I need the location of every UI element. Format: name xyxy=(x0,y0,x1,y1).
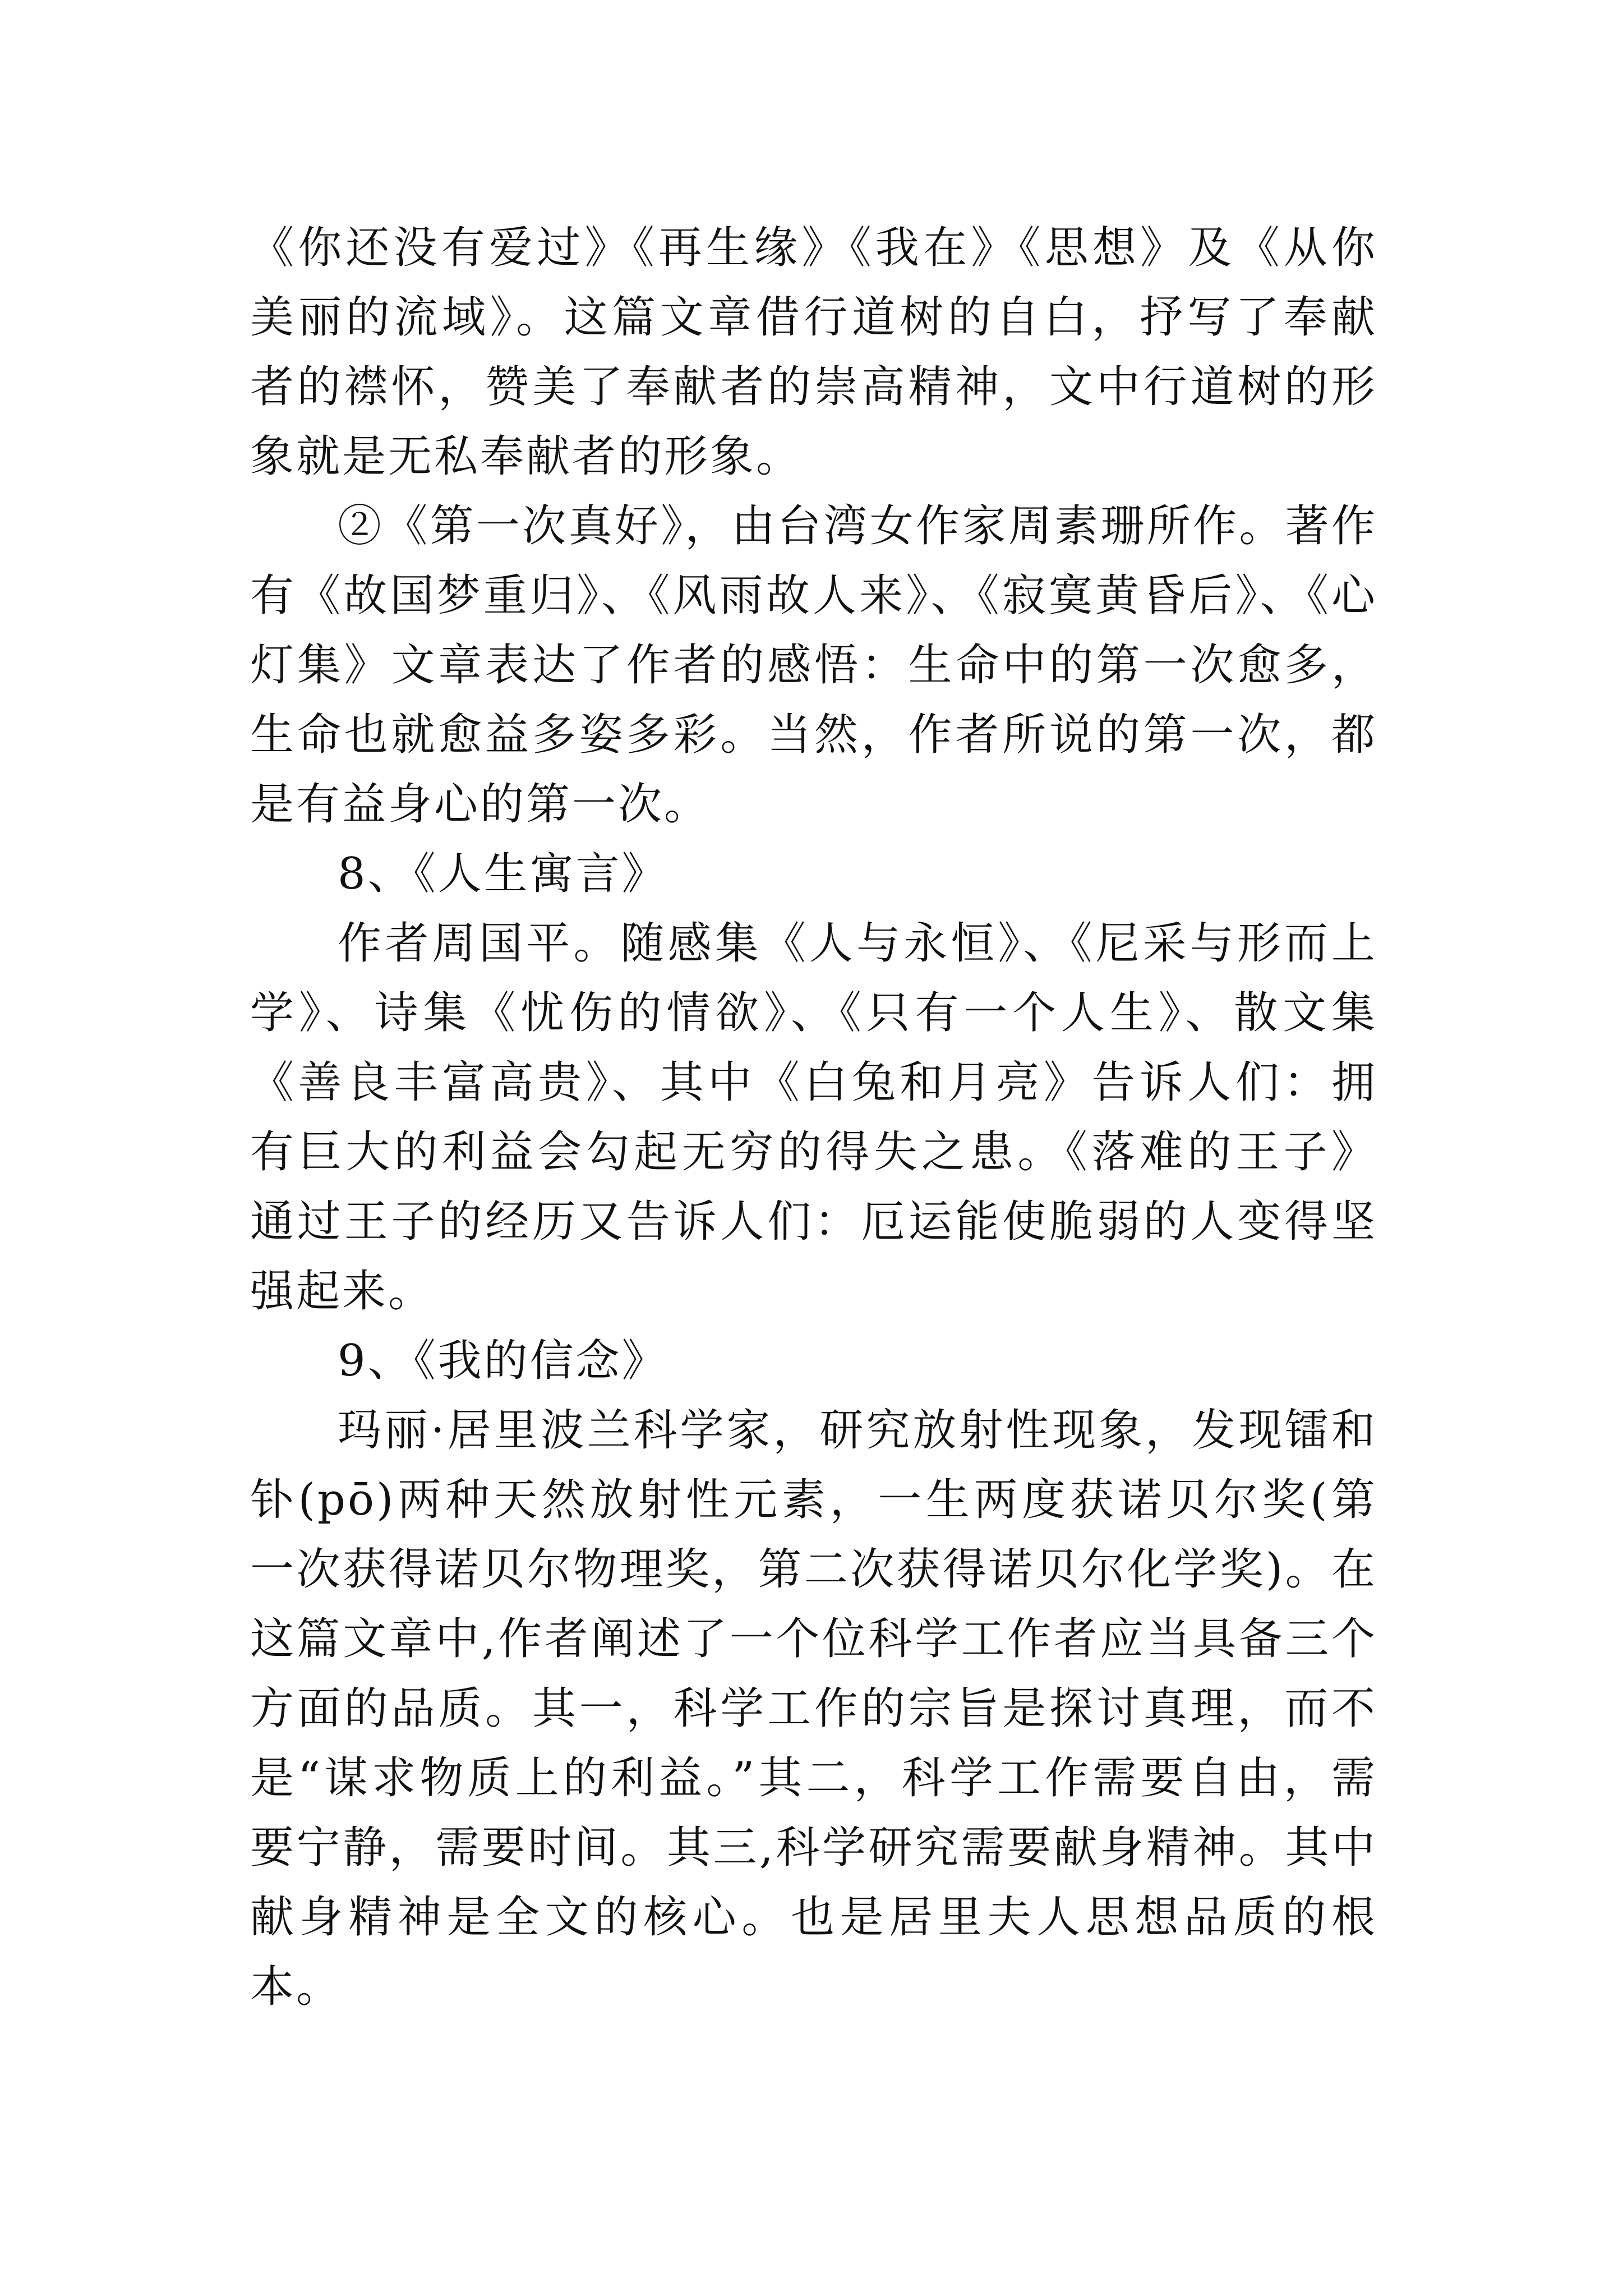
paragraph-continuation: 《你还没有爱过》《再生缘》《我在》《思想》及《从你美丽的流域》。这篇文章借行道树的自白，抒写了奉献者的襟怀，赞美了奉献者的崇高精神，文中行道树的形象就是无私奉献者的形象。 xyxy=(250,223,1377,482)
paragraph-marie-curie: 玛丽·居里波兰科学家，研究放射性现象，发现镭和钋(pō)两种天然放射性元素，一生两度获诺贝尔奖(第一次获得诺贝尔物理奖，第二次获得诺贝尔化学奖)。在这篇文章中,作者阐述了一个位科学工作者应当具备三个方面的品质。其一，科学工作的宗旨是探讨真理，而不是“谋求物质上的利益。”其二，科学工作需要自由，需要宁静，需要时间。其三,科学研究需要献身精神。其中献身精神是全文的核心。也是居里夫人思想品质的根本。 xyxy=(250,1405,1377,2012)
document-body xyxy=(250,213,1377,2022)
paragraph-zhou-guoping: 作者周国平。随感集《人与永恒》、《尼采与形而上学》、诗集《忧伤的情欲》、《只有一个人生》、散文集《善良丰富高贵》、其中《白兔和月亮》告诉人们：拥有巨大的利益会勾起无穷的得失之患。《落难的王子》通过王子的经历又告诉人们：厄运能使脆弱的人变得坚强起来。 xyxy=(250,918,1377,1317)
heading-my-belief: 9、《我的信念》 xyxy=(338,1336,668,1386)
paragraph-first-time: ②《第一次真好》，由台湾女作家周素珊所作。著作有《故国梦重归》、《风雨故人来》、《寂寞黄昏后》、《心灯集》文章表达了作者的感悟：生命中的第一次愈多，生命也就愈益多姿多彩。当然，作者所说的第一次，都是有益身心的第一次。 xyxy=(250,501,1377,830)
heading-life-fables: 8、《人生寓言》 xyxy=(338,849,668,899)
